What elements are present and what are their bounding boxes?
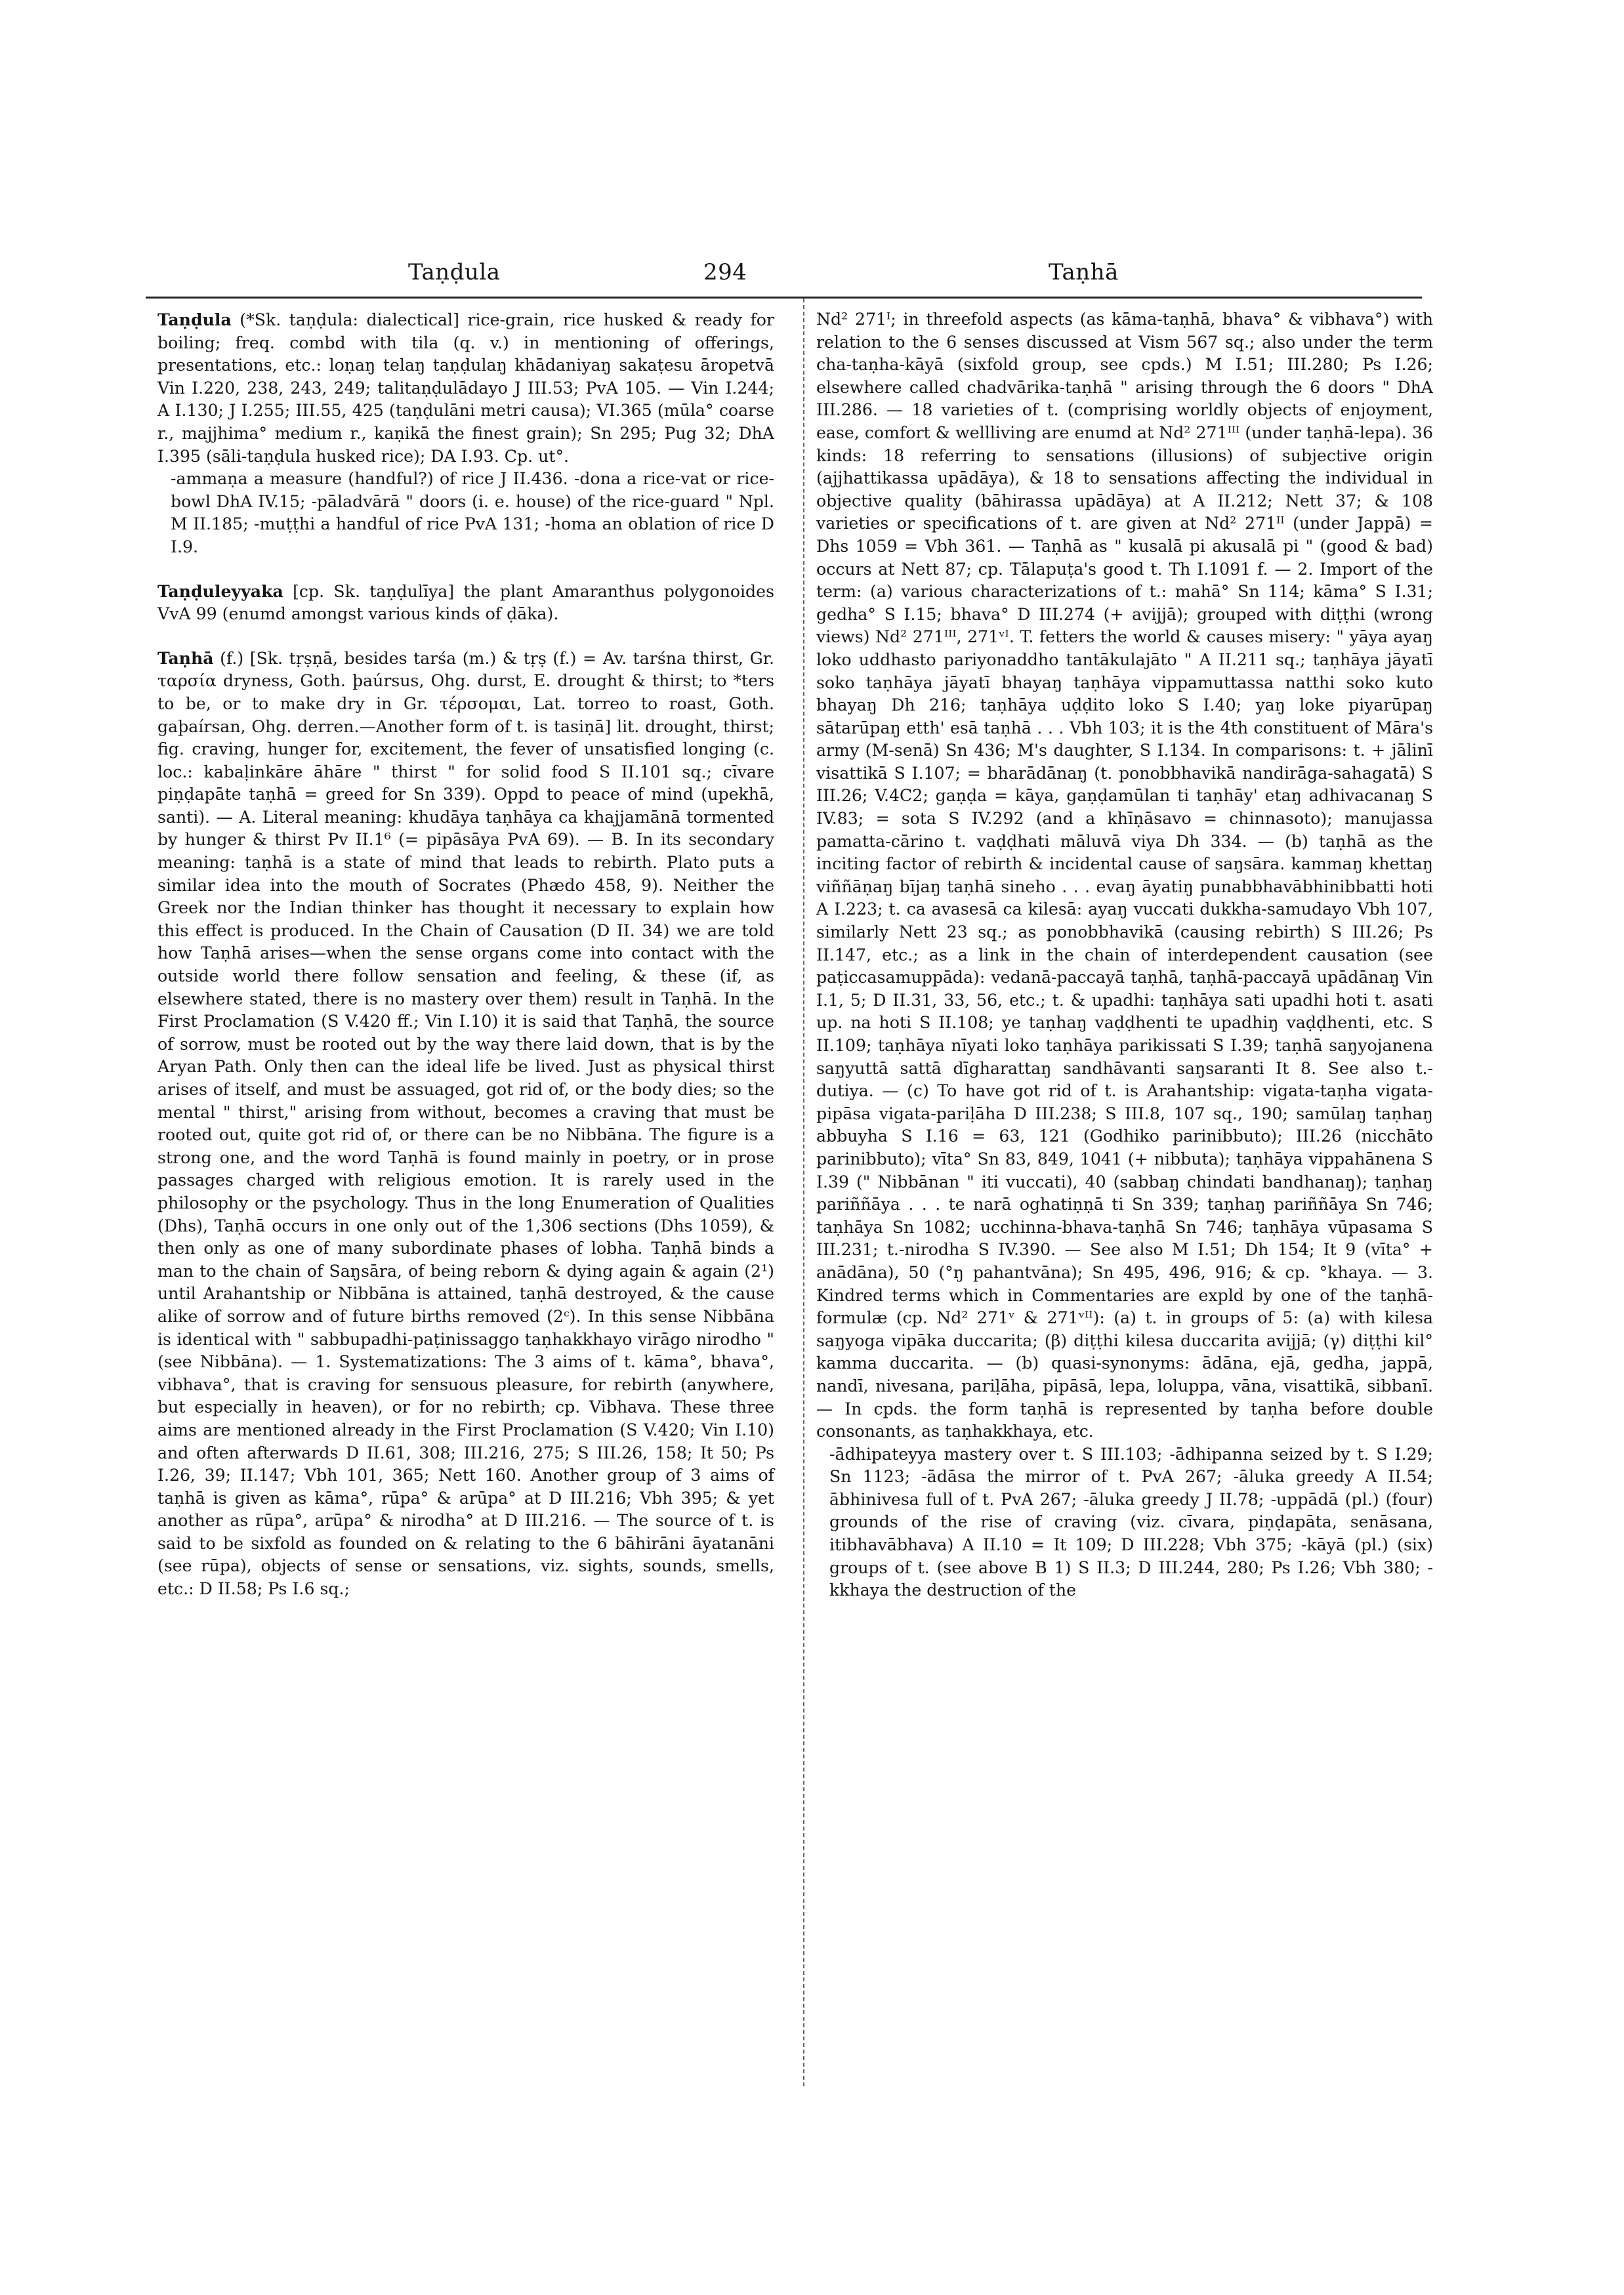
- headword-tandula: Taṇḍula: [157, 310, 232, 329]
- headword-tanduleyyaka: Taṇḍuleyyaka: [157, 581, 283, 601]
- header-right-headword: Taṇhā: [1049, 259, 1119, 285]
- entry-tanduleyyaka: [157, 580, 774, 626]
- entry-tanha-compounds: -ādhipateyya mastery over t. S III.103; -ādhipanna seized by t. S I.29; Sn 1123; -ādāsa the mirror of t. PvA 267; -āluka greedy A II.54; ābhinivesa full of t. PvA 267; -āluka greedy J II.78; -uppādā (pl.) (four) grounds of the rise of craving (viz. cīvara, piṇḍapāta, senāsana, itibhavābhava) A II.10 = It 109; D III.228; Vbh 375; -kāyā (pl.) (six) groups of t. (see above B 1) S II.3; D III.244, 280; Ps I.26; Vbh 380; -kkhaya the destruction of the: [829, 1444, 1433, 1600]
- header-rule: [146, 297, 1422, 299]
- entry-tanha-continuation: Nd² 271ᴵ; in threefold aspects (as kāma-taṇhā, bhava° & vibhava°) with relation to the 6 senses discussed at Vism 567 sq.; also under the term cha-taṇha-kāyā (sixfold group, see cpds.) M I.51; III.280; Ps I.26; elsewhere called chadvārika-taṇhā " arising through the 6 doors " DhA III.286. — 18 varieties of t. (comprising worldly objects of enjoyment, ease, comfort & wellliving are enumd at Nd² 271ᴵᴵᴵ (under taṇhā-lepa). 36 kinds: 18 referring to sensations (illusions) of subjective origin (ajjhattikassa upādāya), & 18 to sensations affecting the individual in objective quality (bāhirassa upādāya) at A II.212; Nett 37; & 108 varieties or specifications of t. are given at Nd² 271ᴵᴵ (under Jappā) = Dhs 1059 = Vbh 361. — Taṇhā as " kusalā pi akusalā pi " (good & bad) occurs at Nett 87; cp. Tālapuṭa's good t. Th I.1091 f. — 2. Import of the term: (a) various characterizations of t.: mahā° Sn 114; kāma° S I.31; gedha° S I.15; bhava° D III.274 (+ avijjā); grouped with diṭṭhi (wrong views) Nd² 271ᴵᴵᴵ, 271ᵛᴵ. T. fetters the world & causes misery: " yāya ayaŋ loko uddhasto pariyonaddho tantākulajāto " A II.211 sq.; taṇhāya jāyatī soko taṇhāya jāyatī bhayaŋ taṇhāya vippamuttassa natthi soko kuto bhayaŋ Dh 216; taṇhāya uḍḍito loko S I.40; yaŋ loke piyarūpaŋ sātarūpaŋ etth' esā taṇhā . . . Vbh 103; it is the 4th constituent of Māra's army (M-senā) Sn 436; M's daughter, S I.134. In comparisons: t. + jālinī visattikā S I.107; = bharādānaŋ (t. ponobbhavikā nandirāga-sahagatā) S III.26; V.4C2; gaṇḍa = kāya, gaṇḍamūlan ti taṇhāy' etaŋ adhivacanaŋ S IV.83; = sota S IV.292 (and a khīṇāsavo = chinnasoto); manujassa pamatta-cārino t. vaḍḍhati māluvā viya Dh 334. — (b) taṇhā as the inciting factor of rebirth & incidental cause of saŋsāra. kammaŋ khettaŋ viññāṇaŋ bījaŋ taṇhā sineho . . . evaŋ āyatiŋ punabbhavābhinibbatti hoti A I.223; t. ca avasesā ca kilesā: ayaŋ vuccati dukkha-samudayo Vbh 107, similarly Nett 23 sq.; as ponobbhavikā (causing rebirth) S III.26; Ps II.147, etc.; as a link in the chain of interdependent causation (see paṭiccasamuppāda): vedanā-paccayā taṇhā, taṇhā-paccayā upādānaŋ Vin I.1, 5; D II.31, 33, 56, etc.; t. & upadhi: taṇhāya sati upadhi hoti t. asati up. na hoti S II.108; ye taṇhaŋ vaḍḍhenti te upadhiŋ vaḍḍhenti, etc. S II.109; taṇhāya nīyati loko taṇhāya parikissati S I.39; taṇhā saŋyojanena saŋyuttā sattā dīgharattaŋ sandhāvanti saŋsaranti It 8. See also t.-dutiya. — (c) To have got rid of t. is Arahantship: vigata-taṇha vigata-pipāsa vigata-pariḷāha D III.238; S III.8, 107 sq., 190; samūlaŋ taṇhaŋ abbuyha S I.16 = 63, 121 (Godhiko parinibbuto); III.26 (nicchāto parinibbuto); vīta° Sn 83, 849, 1041 (+ nibbuta); taṇhāya vippahānena S I.39 (" Nibbānan " iti vuccati), 40 (sabbaŋ chindati bandhanaŋ); taṇhaŋ pariññāya . . . te narā oghatiṇṇā ti Sn 339; taṇhaŋ pariññāya Sn 746; taṇhāya Sn 1082; ucchinna-bhava-taṇhā Sn 746; taṇhāya vūpasama S III.231; t.-nirodha S IV.390. — See also M I.51; Dh 154; It 9 (vīta° + anādāna), 50 (°ŋ pahantvāna); Sn 495, 496, 916; & cp. °khaya. — 3. Kindred terms which in Commentaries are expld by one of the taṇhā-formulæ (cp. Nd² 271ᵛ & 271ᵛᴵᴵ): (a) t. in groups of 5: (a) with kilesa saŋyoga vipāka duccarita; (β) diṭṭhi kilesa duccarita avijjā; (γ) diṭṭhi kil° kamma duccarita. — (b) quasi-synonyms: ādāna, ejā, gedha, jappā, nandī, nivesana, pariḷāha, pipāsā, lepa, loluppa, vāna, visattikā, sibbanī. — In cpds. the form taṇhā is represented by taṇha before double consonants, as taṇhakkhaya, etc.: [816, 310, 1433, 1441]
- page-number: 294: [703, 259, 747, 285]
- left-column: [157, 308, 774, 1601]
- entry-tandula-compounds: -ammaṇa a measure (handful?) of rice J II.436. -dona a rice-vat or rice-bowl DhA IV.15; -pāladvārā " doors (i. e. house) of the rice-guard " Npl. M II.185; -muṭṭhi a handful of rice PvA 131; -homa an oblation of rice D I.9.: [171, 469, 774, 556]
- column-divider: [803, 299, 805, 2086]
- entry-tanha: [157, 647, 774, 1601]
- entry-tanha-body: (f.) [Sk. tṛṣṇā, besides tarśa (m.) & tṛṣ (f.) = Av. tarśna thirst, Gr. ταρσία dryness, Goth. þaúrsus, Ohg. durst, E. drought & thirst; to *ters to be, or to make dry in Gr. τέρσομαι, Lat. torreo to roast, Goth. gaþaírsan, Ohg. derren.—Another form of t. is tasiṇā] lit. drought, thirst; fig. craving, hunger for, excitement, the fever of unsatisfied longing (c. loc.: kabaḷinkāre āhāre " thirst " for solid food S II.101 sq.; cīvare piṇḍapāte taṇhā = greed for Sn 339). Oppd to peace of mind (upekhā, santi). — A. Literal meaning: khudāya taṇhāya ca khajjamānā tormented by hunger & thirst Pv II.1⁶ (= pipāsāya PvA 69). — B. In its secondary meaning: taṇhā is a state of mind that leads to rebirth. Plato puts a similar idea into the mouth of Socrates (Phædo 458, 9). Neither the Greek nor the Indian thinker has thought it necessary to explain how this effect is produced. In the Chain of Causation (D II. 34) we are told how Taṇhā arises—when the sense organs come into contact with the outside world there follow sensation and feeling, & these (if, as elsewhere stated, there is no mastery over them) result in Taṇhā. In the First Proclamation (S V.420 ff.; Vin I.10) it is said that Taṇhā, the source of sorrow, must be rooted out by the way there laid down, that is by the Aryan Path. Only then can the ideal life be lived. Just as physical thirst arises of itself, and must be assuaged, got rid of, or the body dies; so the mental " thirst," arising from without, becomes a craving that must be rooted out, quite got rid of, or there can be no Nibbāna. The figure is a strong one, and the word Taṇhā is found mainly in poetry, or in prose passages charged with religious emotion. It is rarely used in the philosophy or the psychology. Thus in the long Enumeration of Qualities (Dhs), Taṇhā occurs in one only out of the 1,306 sections (Dhs 1059), & then only as one of many subordinate phases of lobha. Taṇhā binds a man to the chain of Saŋsāra, of being reborn & dying again & again (2¹) until Arahantship or Nibbāna is attained, taṇhā destroyed, & the cause alike of sorrow and of future births removed (2ᶜ). In this sense Nibbāna is identical with " sabbupadhi-paṭinissaggo taṇhakkhayo virāgo nirodho " (see Nibbāna). — 1. Systematizations: The 3 aims of t. kāma°, bhava°, vibhava°, that is craving for sensuous pleasure, for rebirth (anywhere, but especially in heaven), or for no rebirth; cp. Vibhava. These three aims are mentioned already in the First Proclamation (S V.420; Vin I.10) and often afterwards D II.61, 308; III.216, 275; S III.26, 158; It 50; Ps I.26, 39; II.147; Vbh 101, 365; Nett 160. Another group of 3 aims of taṇhā is given as kāma°, rūpa° & arūpa° at D III.216; Vbh 395; & yet another as rūpa°, arūpa° & nirodha° at D III.216. — The source of t. is said to be sixfold as founded on & relating to the 6 bāhirāni āyatanāni (see rūpa), objects of sense or sensations, viz. sights, sounds, smells, etc.: D II.58; Ps I.6 sq.;: [157, 648, 774, 1599]
- entry-tanduleyyaka-body: [cp. Sk. taṇḍulīya] the plant Amaranthus polygonoides VvA 99 (enumd amongst various kinds of ḍāka).: [157, 581, 774, 624]
- header-left-headword: Taṇḍula: [408, 259, 501, 285]
- entry-tandula: [157, 308, 774, 468]
- headword-tanha: Taṇhā: [157, 648, 214, 668]
- right-column: [816, 308, 1433, 1602]
- entry-tandula-body: (*Sk. taṇḍula: dialectical] rice-grain, rice husked & ready for boiling; freq. combd with tila (q. v.) in mentioning of offerings, presentations, etc.: loṇaŋ telaŋ taṇḍulaŋ khādaniyaŋ sakaṭesu āropetvā Vin I.220, 238, 243, 249; talitaṇḍulādayo J III.53; PvA 105. — Vin I.244; A I.130; J I.255; III.55, 425 (taṇḍulāni metri causa); VI.365 (mūla° coarse r., majjhima° medium r., kaṇikā the finest grain); Sn 295; Pug 32; DhA I.395 (sāli-taṇḍula husked rice); DA I.93. Cp. ut°.: [157, 310, 774, 466]
